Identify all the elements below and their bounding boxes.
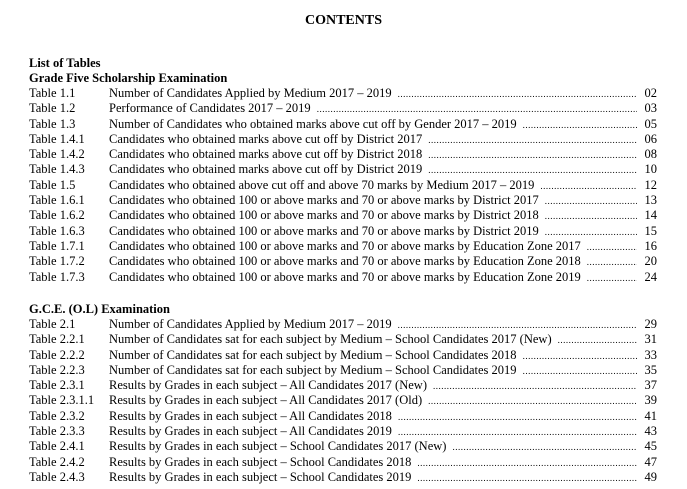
toc-entry[interactable] [29,147,657,162]
toc-entry[interactable] [29,332,657,347]
page-number: 35 [644,362,657,377]
dot-leader [587,240,637,255]
dot-leader [452,440,637,455]
page-number: 45 [644,439,657,454]
toc-entry[interactable] [29,254,657,269]
table-number: Table 1.7.3 [29,269,85,284]
table-number: Table 1.4.3 [29,162,85,177]
entry-text [109,239,637,255]
table-number: Table 1.6.2 [29,208,85,223]
toc-entry[interactable] [29,470,657,485]
page-number: 05 [644,116,657,131]
table-number: Table 2.3.1 [29,378,85,393]
table-title: Number of Candidates sat for each subject by Medium – School Candidates 2018 [109,347,517,362]
table-title: Candidates who obtained 100 or above marks and 70 or above marks by Education Zone 2017 [109,238,581,253]
dot-leader [433,379,637,394]
toc-entry[interactable] [29,193,657,208]
table-title: Results by Grades in each subject – All Candidates 2018 [109,408,392,423]
entry-text [109,208,637,224]
page-number: 43 [644,424,657,439]
dot-leader [428,163,637,178]
page-number: 13 [644,193,657,208]
entry-text [109,224,637,240]
toc-list [29,317,657,485]
dot-leader [523,118,637,133]
toc-entry[interactable] [29,363,657,378]
table-title: Candidates who obtained marks above cut off by District 2019 [109,162,423,177]
dot-leader [398,410,637,425]
table-number: Table 1.2 [29,101,76,116]
table-number: Table 1.7.1 [29,238,85,253]
toc-entry[interactable] [29,348,657,363]
entry-text [109,439,637,455]
entry-text [109,409,637,425]
table-number: Table 2.4.3 [29,469,85,484]
page-number: 06 [644,131,657,146]
table-title: Performance of Candidates 2017 – 2019 [109,101,311,116]
toc-entry[interactable] [29,439,657,454]
page-number: 14 [644,208,657,223]
entry-text [109,317,637,333]
table-number: Table 2.3.1.1 [29,393,95,408]
table-title: Results by Grades in each subject – School Candidates 2017 (New) [109,439,447,454]
entry-text [109,147,637,163]
toc-entry[interactable] [29,270,657,285]
dot-leader [545,225,637,240]
table-number: Table 2.4.1 [29,439,85,454]
table-title: Candidates who obtained marks above cut off by District 2018 [109,147,423,162]
dot-leader [545,209,637,224]
dot-leader [428,133,637,148]
toc-entry[interactable] [29,117,657,132]
dot-leader [317,102,637,117]
table-number: Table 2.3.2 [29,408,85,423]
dot-leader [523,364,637,379]
toc-entry[interactable] [29,239,657,254]
dot-leader [523,349,637,364]
table-title: Number of Candidates who obtained marks above cut off by Gender 2017 – 2019 [109,116,517,131]
entry-text [109,162,637,178]
table-title: Results by Grades in each subject – All Candidates 2017 (New) [109,378,427,393]
dot-leader [398,318,637,333]
entry-text [109,254,637,270]
table-number: Table 2.1 [29,317,76,331]
page-number: 41 [644,408,657,423]
page-number: 16 [644,238,657,253]
table-title: Candidates who obtained 100 or above marks and 70 or above marks by District 2018 [109,208,539,223]
table-number: Table 2.2.3 [29,362,85,377]
toc-entry[interactable] [29,409,657,424]
table-number: Table 1.6.1 [29,193,85,208]
table-number: Table 1.5 [29,177,76,192]
dot-leader [587,255,637,270]
toc-entry[interactable] [29,378,657,393]
toc-entry[interactable] [29,208,657,223]
toc-entry[interactable] [29,132,657,147]
section-grade-five [29,56,657,285]
section-gce-ol [29,302,657,485]
page-number: 33 [644,347,657,362]
toc-entry[interactable] [29,455,657,470]
toc-entry[interactable] [29,317,657,332]
entry-text [109,455,637,471]
table-number: Table 2.2.2 [29,347,85,362]
entry-text [109,348,637,364]
page-number: 49 [644,469,657,484]
page-number: 37 [644,378,657,393]
table-title: Number of Candidates Applied by Medium 2017 – 2019 [109,86,392,100]
page-number: 31 [644,332,657,347]
toc-entry[interactable] [29,86,657,101]
dot-leader [417,456,637,471]
page-number: 29 [644,317,657,331]
table-title: Candidates who obtained 100 or above marks and 70 or above marks by Education Zone 2019 [109,269,581,284]
entry-text [109,393,637,409]
page-number: 08 [644,147,657,162]
dot-leader [428,148,637,163]
table-title: Candidates who obtained marks above cut off by District 2017 [109,131,423,146]
table-title: Results by Grades in each subject – School Candidates 2019 [109,469,412,484]
table-title: Candidates who obtained 100 or above marks and 70 or above marks by Education Zone 2018 [109,254,581,269]
table-number: Table 1.7.2 [29,254,85,269]
page-title: CONTENTS [304,13,383,28]
entry-text [109,117,637,133]
table-title: Candidates who obtained 100 or above marks and 70 or above marks by District 2017 [109,193,539,208]
page-number: 24 [644,269,657,284]
page-number: 20 [644,254,657,269]
dot-leader [587,271,637,286]
entry-text [109,86,637,102]
table-number: Table 1.6.3 [29,223,85,238]
toc-entry[interactable] [29,424,657,439]
toc-entry[interactable] [29,101,657,116]
dot-leader [558,333,637,348]
table-title: Number of Candidates Applied by Medium 2017 – 2019 [109,317,392,331]
section-heading: Grade Five Scholarship Examination [29,71,228,85]
table-number: Table 2.4.2 [29,454,85,469]
entry-text [109,101,637,117]
section-heading: G.C.E. (O.L) Examination [29,302,170,316]
dot-leader [398,87,637,102]
table-title: Candidates who obtained above cut off and above 70 marks by Medium 2017 – 2019 [109,177,535,192]
toc-entry[interactable] [29,178,657,193]
table-number: Table 1.3 [29,116,76,131]
table-number: Table 1.4.1 [29,131,85,146]
entry-text [109,132,637,148]
table-number: Table 1.4.2 [29,147,85,162]
table-number: Table 2.2.1 [29,332,85,347]
page-number: 12 [644,177,657,192]
toc-entry[interactable] [29,224,657,239]
table-title: Candidates who obtained 100 or above marks and 70 or above marks by District 2019 [109,223,539,238]
table-title: Results by Grades in each subject – School Candidates 2018 [109,454,412,469]
entry-text [109,363,637,379]
toc-entry[interactable] [29,162,657,177]
dot-leader [545,194,637,209]
dot-leader [540,179,637,194]
dot-leader [428,394,637,409]
entry-text [109,193,637,209]
page-number: 47 [644,454,657,469]
page-number: 02 [644,86,657,100]
toc-list [29,86,657,285]
entry-text [109,424,637,440]
page-number: 15 [644,223,657,238]
dot-leader [417,471,637,486]
entry-text [109,332,637,348]
page-number: 03 [644,101,657,116]
list-of-tables-heading: List of Tables [29,56,101,70]
dot-leader [398,425,637,440]
toc-entry[interactable] [29,393,657,408]
page-number: 39 [644,393,657,408]
entry-text [109,470,637,486]
table-title: Number of Candidates sat for each subject by Medium – School Candidates 2017 (New) [109,332,552,347]
table-title: Results by Grades in each subject – All Candidates 2017 (Old) [109,393,423,408]
page-number: 10 [644,162,657,177]
table-number: Table 2.3.3 [29,424,85,439]
table-title: Number of Candidates sat for each subject by Medium – School Candidates 2019 [109,362,517,377]
entry-text [109,270,637,286]
entry-text [109,378,637,394]
table-number: Table 1.1 [29,86,76,100]
table-title: Results by Grades in each subject – All Candidates 2019 [109,424,392,439]
entry-text [109,178,637,194]
